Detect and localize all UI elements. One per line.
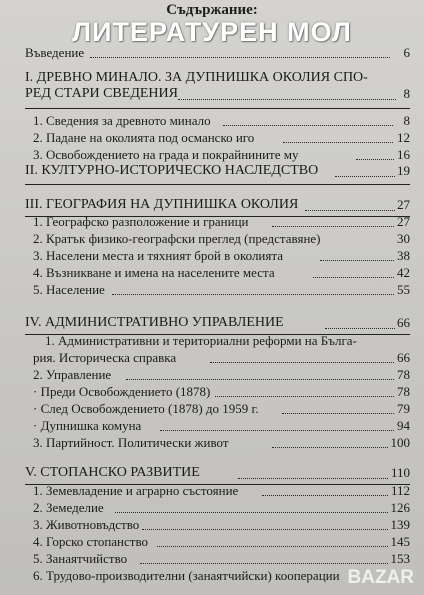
dot-leader [90, 57, 390, 58]
toc-entry[interactable]: 3. Партийност. Политически живот [33, 435, 229, 450]
page-number: 79 [397, 401, 410, 416]
page-number: 110 [390, 465, 410, 480]
page-number: 66 [397, 350, 410, 365]
dot-leader [272, 447, 388, 448]
page-number: 42 [397, 265, 410, 280]
page-number: 27 [397, 197, 410, 212]
page-number: 78 [397, 367, 410, 382]
toc-entry[interactable]: 5. Население [33, 282, 105, 297]
toc-entry[interactable]: · Дупнишка комуна [33, 418, 142, 433]
toc-entry[interactable]: 1. Земевладение и аграрно състояние [33, 483, 239, 498]
toc-entry[interactable]: 1. Сведения за древното минало [33, 113, 211, 128]
toc-entry[interactable]: Въведение [25, 45, 85, 60]
toc-section-cont[interactable]: РЕД СТАРИ СВЕДЕНИЯ [25, 86, 178, 101]
toc-entry[interactable]: 2. Управление [33, 367, 112, 382]
bazar-watermark: BAZAR [347, 567, 414, 588]
page-number: 8 [403, 113, 410, 128]
toc-entry[interactable]: 3. Освобождението на града и покрайнините му [33, 147, 299, 162]
toc-entry[interactable]: 4. Възникване и имена на населените места [33, 265, 275, 280]
toc-entry-cont[interactable]: рия. Историческа справка [33, 350, 177, 365]
toc-title: Съдържание: [166, 2, 258, 18]
page-number: 100 [390, 435, 410, 450]
toc-entry[interactable]: · След Освобождението (1878) до 1959 г. [33, 401, 259, 416]
toc-entry[interactable]: 6. Трудово-производителни (занаятчийски) кооперации [33, 568, 340, 583]
toc-entry[interactable]: 4. Горско стопанство [33, 534, 149, 549]
page-number: 30 [397, 231, 410, 246]
page-number: 126 [390, 500, 410, 515]
toc-entry[interactable]: 2. Кратък физико-географски преглед (представяне) [33, 231, 321, 246]
dot-leader [142, 529, 388, 530]
page-number: 19 [397, 163, 410, 178]
toc-section[interactable]: ІV. АДМИНИСТРАТИВНО УПРАВЛЕНИЕ [25, 315, 284, 330]
toc-entry[interactable]: 1. Географско разположение и граници [33, 214, 249, 229]
toc-entry[interactable]: 3. Животновъдство [33, 517, 140, 532]
dot-leader [160, 430, 394, 431]
page-number: 112 [390, 483, 410, 498]
section-rule [25, 108, 410, 109]
dot-leader [210, 362, 394, 363]
toc-entry[interactable]: 2. Земеделие [33, 500, 104, 515]
page-number: 8 [403, 86, 410, 101]
dot-leader [178, 99, 396, 100]
toc-entry[interactable]: · Преди Освобождението (1878) [33, 384, 211, 399]
dot-leader [157, 546, 388, 547]
store-watermark-banner: ЛИТЕРАТУРЕН МОЛ [72, 17, 352, 47]
page-number: 153 [390, 551, 410, 566]
toc-section[interactable]: ІІІ. ГЕОГРАФИЯ НА ДУПНИШКА ОКОЛИЯ [25, 197, 299, 212]
dot-leader [115, 512, 388, 513]
dot-leader [272, 226, 394, 227]
page-number: 139 [390, 517, 410, 532]
section-rule [25, 184, 410, 185]
page-number: 6 [403, 45, 410, 60]
page-number: 94 [397, 418, 410, 433]
dot-leader [223, 125, 393, 126]
toc-entry[interactable]: 5. Занаятчийство [33, 551, 128, 566]
page-number: 66 [397, 315, 410, 330]
dot-leader [112, 294, 394, 295]
page-number: 55 [397, 282, 410, 297]
dot-leader [238, 478, 388, 479]
page-number: 38 [397, 248, 410, 263]
toc-section[interactable]: V. СТОПАНСКО РАЗВИТИЕ [25, 465, 200, 480]
page-number: 16 [397, 147, 410, 162]
toc-entry[interactable]: 3. Населени места и тяхният брой в околията [33, 248, 283, 263]
toc-section[interactable]: І. ДРЕВНО МИНАЛО. ЗА ДУПНИШКА ОКОЛИЯ СПО- [25, 70, 368, 85]
page-number: 12 [397, 130, 410, 145]
dot-leader [262, 495, 388, 496]
page-number: 78 [397, 384, 410, 399]
dot-leader [283, 142, 393, 143]
toc-entry[interactable]: 1. Административни и териториални реформи на Бълга- [45, 333, 357, 348]
page-number: 27 [397, 214, 410, 229]
toc-entry[interactable]: 2. Падане на околията под османско иго [33, 130, 255, 145]
dot-leader [215, 396, 394, 397]
page-number: 145 [390, 534, 410, 549]
dot-leader [126, 379, 394, 380]
dot-leader [282, 413, 394, 414]
toc-section[interactable]: ІІ. КУЛТУРНО-ИСТОРИЧЕСКО НАСЛЕДСТВО [25, 163, 319, 178]
dot-leader [140, 563, 388, 564]
